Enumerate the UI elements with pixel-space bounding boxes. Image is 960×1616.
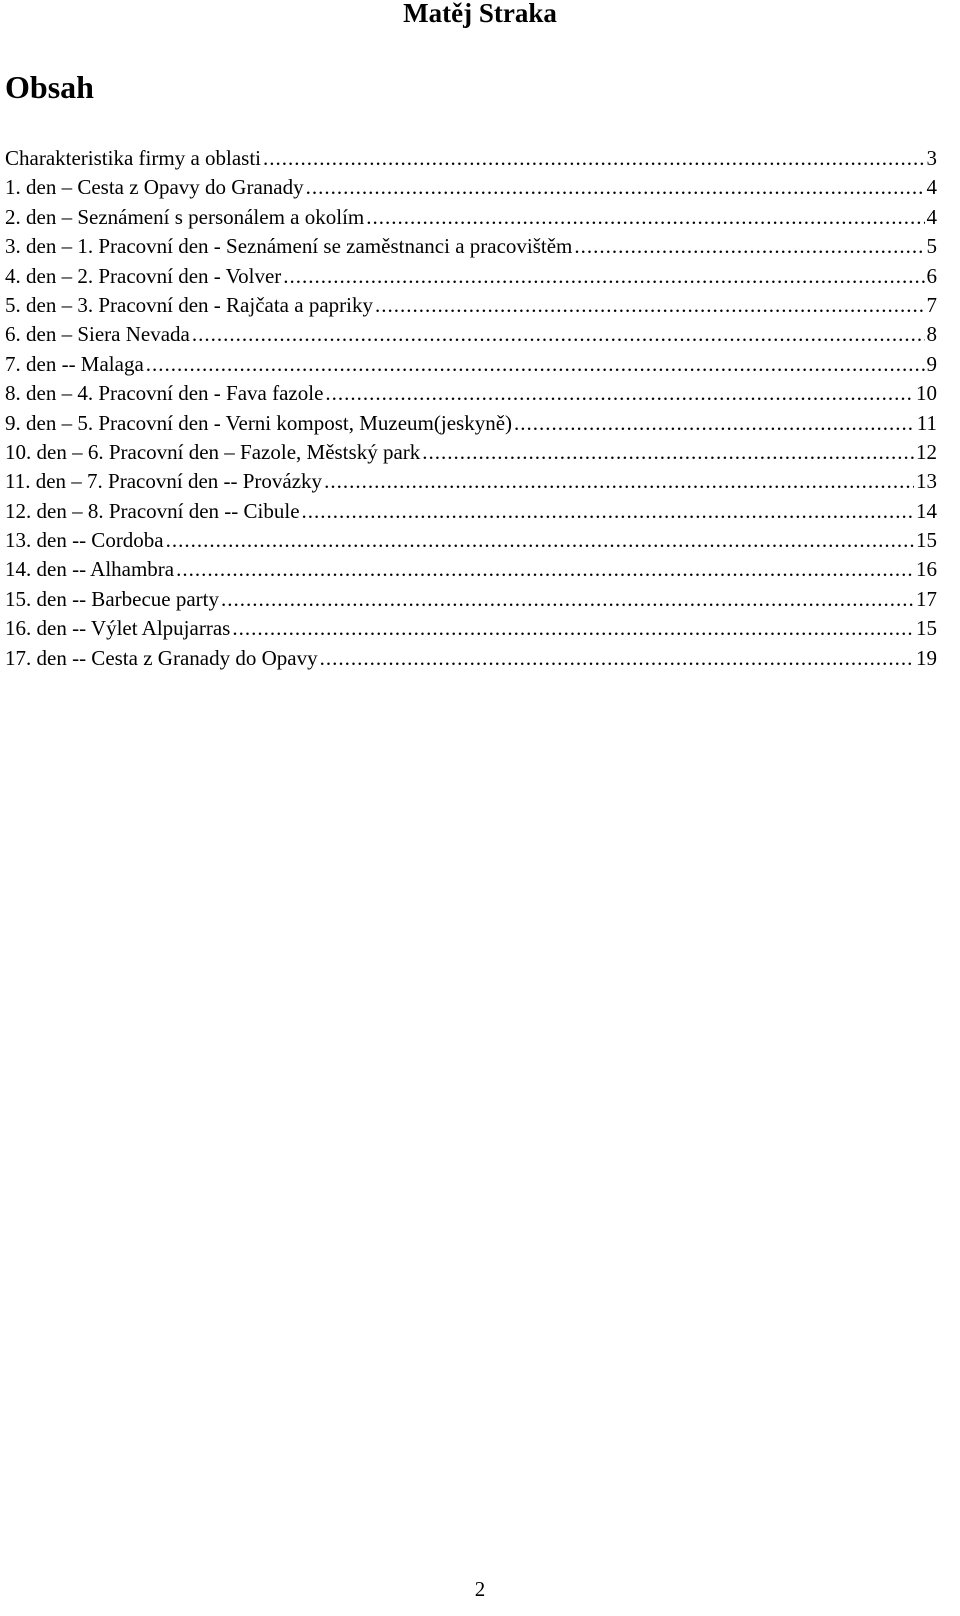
dot-leader bbox=[263, 144, 924, 173]
toc-entry-14[interactable] bbox=[5, 526, 937, 555]
toc-entry-label: 14. den -- Alhambra bbox=[5, 557, 175, 582]
toc-heading: Obsah bbox=[5, 69, 94, 105]
toc-entry-7[interactable] bbox=[5, 320, 937, 349]
dot-leader bbox=[514, 409, 915, 438]
toc-entry-page: 4 bbox=[926, 175, 937, 200]
toc-entry-page: 5 bbox=[926, 234, 937, 259]
toc-entry-2[interactable] bbox=[5, 173, 937, 202]
toc-entry-label: 13. den -- Cordoba bbox=[5, 528, 164, 553]
toc-entry-4[interactable] bbox=[5, 232, 937, 261]
toc-entry-9[interactable] bbox=[5, 379, 937, 408]
dot-leader bbox=[166, 526, 914, 555]
toc-entry-page: 13 bbox=[916, 469, 937, 494]
toc-entry-page: 15 bbox=[916, 616, 937, 641]
toc-entry-label: 6. den – Siera Nevada bbox=[5, 322, 190, 347]
toc-entry-label: 1. den – Cesta z Opavy do Granady bbox=[5, 175, 304, 200]
toc-entry-10[interactable] bbox=[5, 409, 937, 438]
toc-entry-page: 9 bbox=[926, 351, 937, 376]
toc-entry-page: 6 bbox=[926, 263, 937, 288]
toc-entry-5[interactable] bbox=[5, 262, 937, 291]
dot-leader bbox=[306, 173, 925, 202]
toc-entry-label: 17. den -- Cesta z Granady do Opavy bbox=[5, 645, 318, 670]
dot-leader bbox=[302, 497, 914, 526]
dot-leader bbox=[422, 438, 914, 467]
dot-leader bbox=[325, 379, 914, 408]
dot-leader bbox=[221, 585, 914, 614]
toc-entry-3[interactable] bbox=[5, 203, 937, 232]
toc-entry-17[interactable] bbox=[5, 614, 937, 643]
dot-leader bbox=[146, 350, 925, 379]
toc-entry-page: 8 bbox=[926, 322, 937, 347]
toc-entry-label: 5. den – 3. Pracovní den - Rajčata a papriky bbox=[5, 292, 373, 317]
toc-entry-page: 19 bbox=[916, 645, 937, 670]
toc-entry-label: 15. den -- Barbecue party bbox=[5, 586, 219, 611]
dot-leader bbox=[366, 203, 924, 232]
dot-leader bbox=[176, 555, 914, 584]
toc-entry-11[interactable] bbox=[5, 438, 937, 467]
toc-entry-page: 11 bbox=[916, 410, 937, 435]
toc-entry-label: 2. den – Seznámení s personálem a okolím bbox=[5, 204, 365, 229]
toc-entry-15[interactable] bbox=[5, 555, 937, 584]
toc-entry-16[interactable] bbox=[5, 585, 937, 614]
toc-entry-page: 3 bbox=[926, 146, 937, 170]
table-of-contents bbox=[5, 144, 937, 673]
toc-entry-label: 11. den – 7. Pracovní den -- Provázky bbox=[5, 469, 323, 494]
toc-entry-page: 16 bbox=[916, 557, 937, 582]
toc-entry-label: 10. den – 6. Pracovní den – Fazole, Městský park bbox=[5, 439, 421, 464]
toc-entry-page: 12 bbox=[916, 439, 937, 464]
toc-entry-page: 15 bbox=[916, 528, 937, 553]
dot-leader bbox=[324, 467, 914, 496]
toc-entry-page: 7 bbox=[926, 292, 937, 317]
author-name: Matěj Straka bbox=[403, 0, 557, 28]
toc-entry-page: 4 bbox=[926, 204, 937, 229]
page-number: 2 bbox=[474, 1577, 486, 1601]
dot-leader bbox=[283, 262, 924, 291]
toc-entry-label: 3. den – 1. Pracovní den - Seznámení se zaměstnanci a pracovištěm bbox=[5, 234, 573, 259]
toc-entry-label: 4. den – 2. Pracovní den - Volver bbox=[5, 263, 282, 288]
toc-entry-1[interactable] bbox=[5, 144, 937, 173]
toc-entry-label: 16. den -- Výlet Alpujarras bbox=[5, 616, 231, 641]
toc-entry-label: 8. den – 4. Pracovní den - Fava fazole bbox=[5, 381, 324, 406]
dot-leader bbox=[574, 232, 924, 261]
toc-entry-8[interactable] bbox=[5, 350, 937, 379]
toc-entry-page: 17 bbox=[916, 586, 937, 611]
toc-entry-12[interactable] bbox=[5, 467, 937, 496]
toc-entry-6[interactable] bbox=[5, 291, 937, 320]
dot-leader bbox=[192, 320, 925, 349]
toc-entry-page: 10 bbox=[916, 381, 937, 406]
toc-entry-18[interactable] bbox=[5, 644, 937, 673]
dot-leader bbox=[232, 614, 914, 643]
toc-entry-label: Charakteristika firmy a oblasti bbox=[5, 146, 262, 170]
dot-leader bbox=[320, 644, 914, 673]
toc-entry-label: 9. den – 5. Pracovní den - Verni kompost, Muzeum(jeskyně) bbox=[5, 410, 513, 435]
toc-entry-13[interactable] bbox=[5, 497, 937, 526]
toc-entry-page: 14 bbox=[916, 498, 937, 523]
toc-entry-label: 12. den – 8. Pracovní den -- Cibule bbox=[5, 498, 300, 523]
dot-leader bbox=[375, 291, 925, 320]
toc-entry-label: 7. den -- Malaga bbox=[5, 351, 144, 376]
